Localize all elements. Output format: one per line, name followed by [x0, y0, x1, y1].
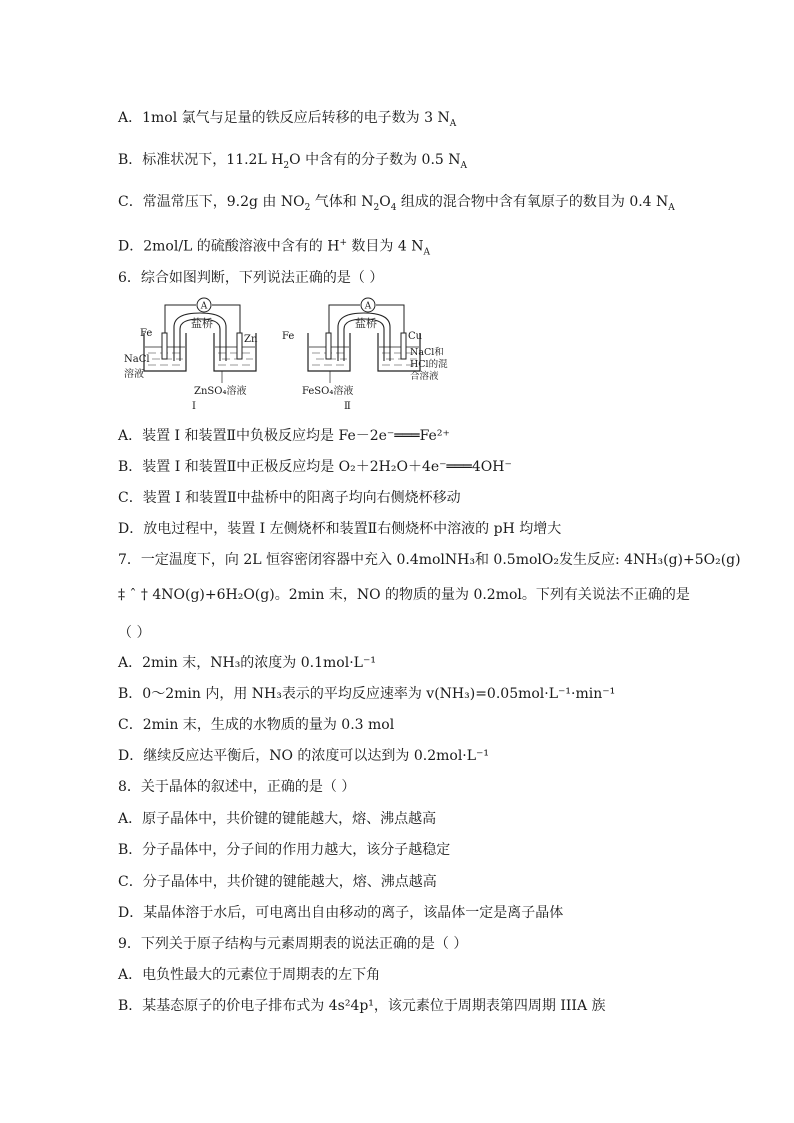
svg-text:Ⅱ: Ⅱ: [344, 401, 351, 412]
zn-electrode: [237, 333, 242, 359]
fe-electrode-2: [326, 333, 331, 359]
q7-stem-line1: 7．一定温度下，向 2L 恒容密闭容器中充入 0.4molNH₃和 0.5molO₂发生反应: 4NH₃(g)+5O₂(g): [118, 552, 741, 568]
svg-text:ZnSO₄溶液: ZnSO₄溶液: [194, 386, 247, 397]
q6-option-c: C．装置 I 和装置Ⅱ中盐桥中的阳离子均向右侧烧杯移动: [118, 490, 461, 506]
svg-text:Zn: Zn: [244, 334, 258, 345]
q7-option-c: C．2min 末，生成的水物质的量为 0.3 mol: [118, 717, 395, 733]
svg-text:A: A: [364, 301, 372, 312]
q5-option-c: C．常温常压下，9.2g 由 $NO_2$ 气体和 $N_2O_4$ 组成的混合物中含有氧原子的数目为 0.4 $N_A$: [118, 194, 675, 213]
q6-stem: 6．综合如图判断，下列说法正确的是（ ）: [118, 270, 384, 286]
q8-option-d: D．某晶体溶于水后，可电离出自由移动的离子，该晶体一定是离子晶体: [118, 905, 564, 921]
svg-text:I: I: [192, 401, 196, 412]
q8-option-b: B．分子晶体中，分子间的作用力越大，该分子越稳定: [118, 842, 451, 858]
q5-option-a: A．1mol 氯气与足量的铁反应后转移的电子数为 3 $N_A$: [118, 110, 457, 129]
svg-text:NaCl: NaCl: [124, 354, 150, 365]
svg-text:FeSO₄溶液: FeSO₄溶液: [302, 386, 354, 397]
q6-option-a: A．装置 I 和装置Ⅱ中负极反应均是 Fe－2e⁻═══Fe²⁺: [118, 428, 450, 444]
q9-option-a: A．电负性最大的元素位于周期表的左下角: [118, 967, 381, 983]
svg-text:NaCl和: NaCl和: [410, 347, 444, 358]
q9-stem: 9．下列关于原子结构与元素周期表的说法正确的是（ ）: [118, 936, 468, 952]
svg-text:Cu: Cu: [408, 331, 423, 342]
q7-option-d: D．继续反应达平衡后，NO 的浓度可以达到为 0.2mol·L⁻¹: [118, 748, 490, 764]
q7-option-a: A．2min 末，NH₃的浓度为 0.1mol·L⁻¹: [118, 655, 376, 671]
q6-electrochemical-cells-figure: [124, 297, 456, 415]
q8-option-a: A．原子晶体中，共价键的键能越大，熔、沸点越高: [118, 811, 437, 827]
q5-option-b: B．标准状况下，11.2L $H_2O$ 中含有的分子数为 0.5 $N_A$: [118, 152, 467, 171]
svg-text:Fe: Fe: [282, 331, 295, 342]
svg-text:合溶液: 合溶液: [410, 371, 439, 382]
svg-text:HCl的混: HCl的混: [410, 359, 448, 370]
q8-option-c: C．分子晶体中，共价键的键能越大，熔、沸点越高: [118, 874, 437, 890]
fe-electrode-1: [162, 333, 167, 359]
cu-electrode: [401, 333, 406, 359]
q5-option-d: D．2mol/L 的硫酸溶液中含有的 H+ 数目为 4 $N_A$: [118, 238, 430, 258]
q6-option-d: D．放电过程中，装置 I 左侧烧杯和装置Ⅱ右侧烧杯中溶液的 pH 均增大: [118, 521, 562, 537]
q7-stem-line2: ‡ ˆ † 4NO(g)+6H₂O(g)。2min 末，NO 的物质的量为 0.2mol。下列有关说法不正确的是: [118, 587, 690, 603]
svg-text:盐桥: 盐桥: [355, 317, 377, 330]
q9-option-b: B．某基态原子的价电子排布式为 4s²4p¹，该元素位于周期表第四周期 IIIA 族: [118, 998, 606, 1014]
device-1: [124, 298, 258, 412]
q6-option-b: B．装置 I 和装置Ⅱ中正极反应均是 O₂＋2H₂O＋4e⁻═══4OH⁻: [118, 459, 512, 475]
device-2: [282, 298, 448, 412]
svg-text:Fe: Fe: [140, 328, 153, 339]
q7-answer-paren: （ ）: [118, 625, 151, 641]
svg-text:溶液: 溶液: [124, 369, 144, 380]
svg-text:A: A: [200, 301, 208, 312]
q8-stem: 8．关于晶体的叙述中，正确的是（ ）: [118, 779, 356, 795]
svg-text:盐桥: 盐桥: [191, 317, 213, 330]
q7-option-b: B．0～2min 内，用 NH₃表示的平均反应速率为 v(NH₃)=0.05mol·L⁻¹·min⁻¹: [118, 686, 616, 702]
